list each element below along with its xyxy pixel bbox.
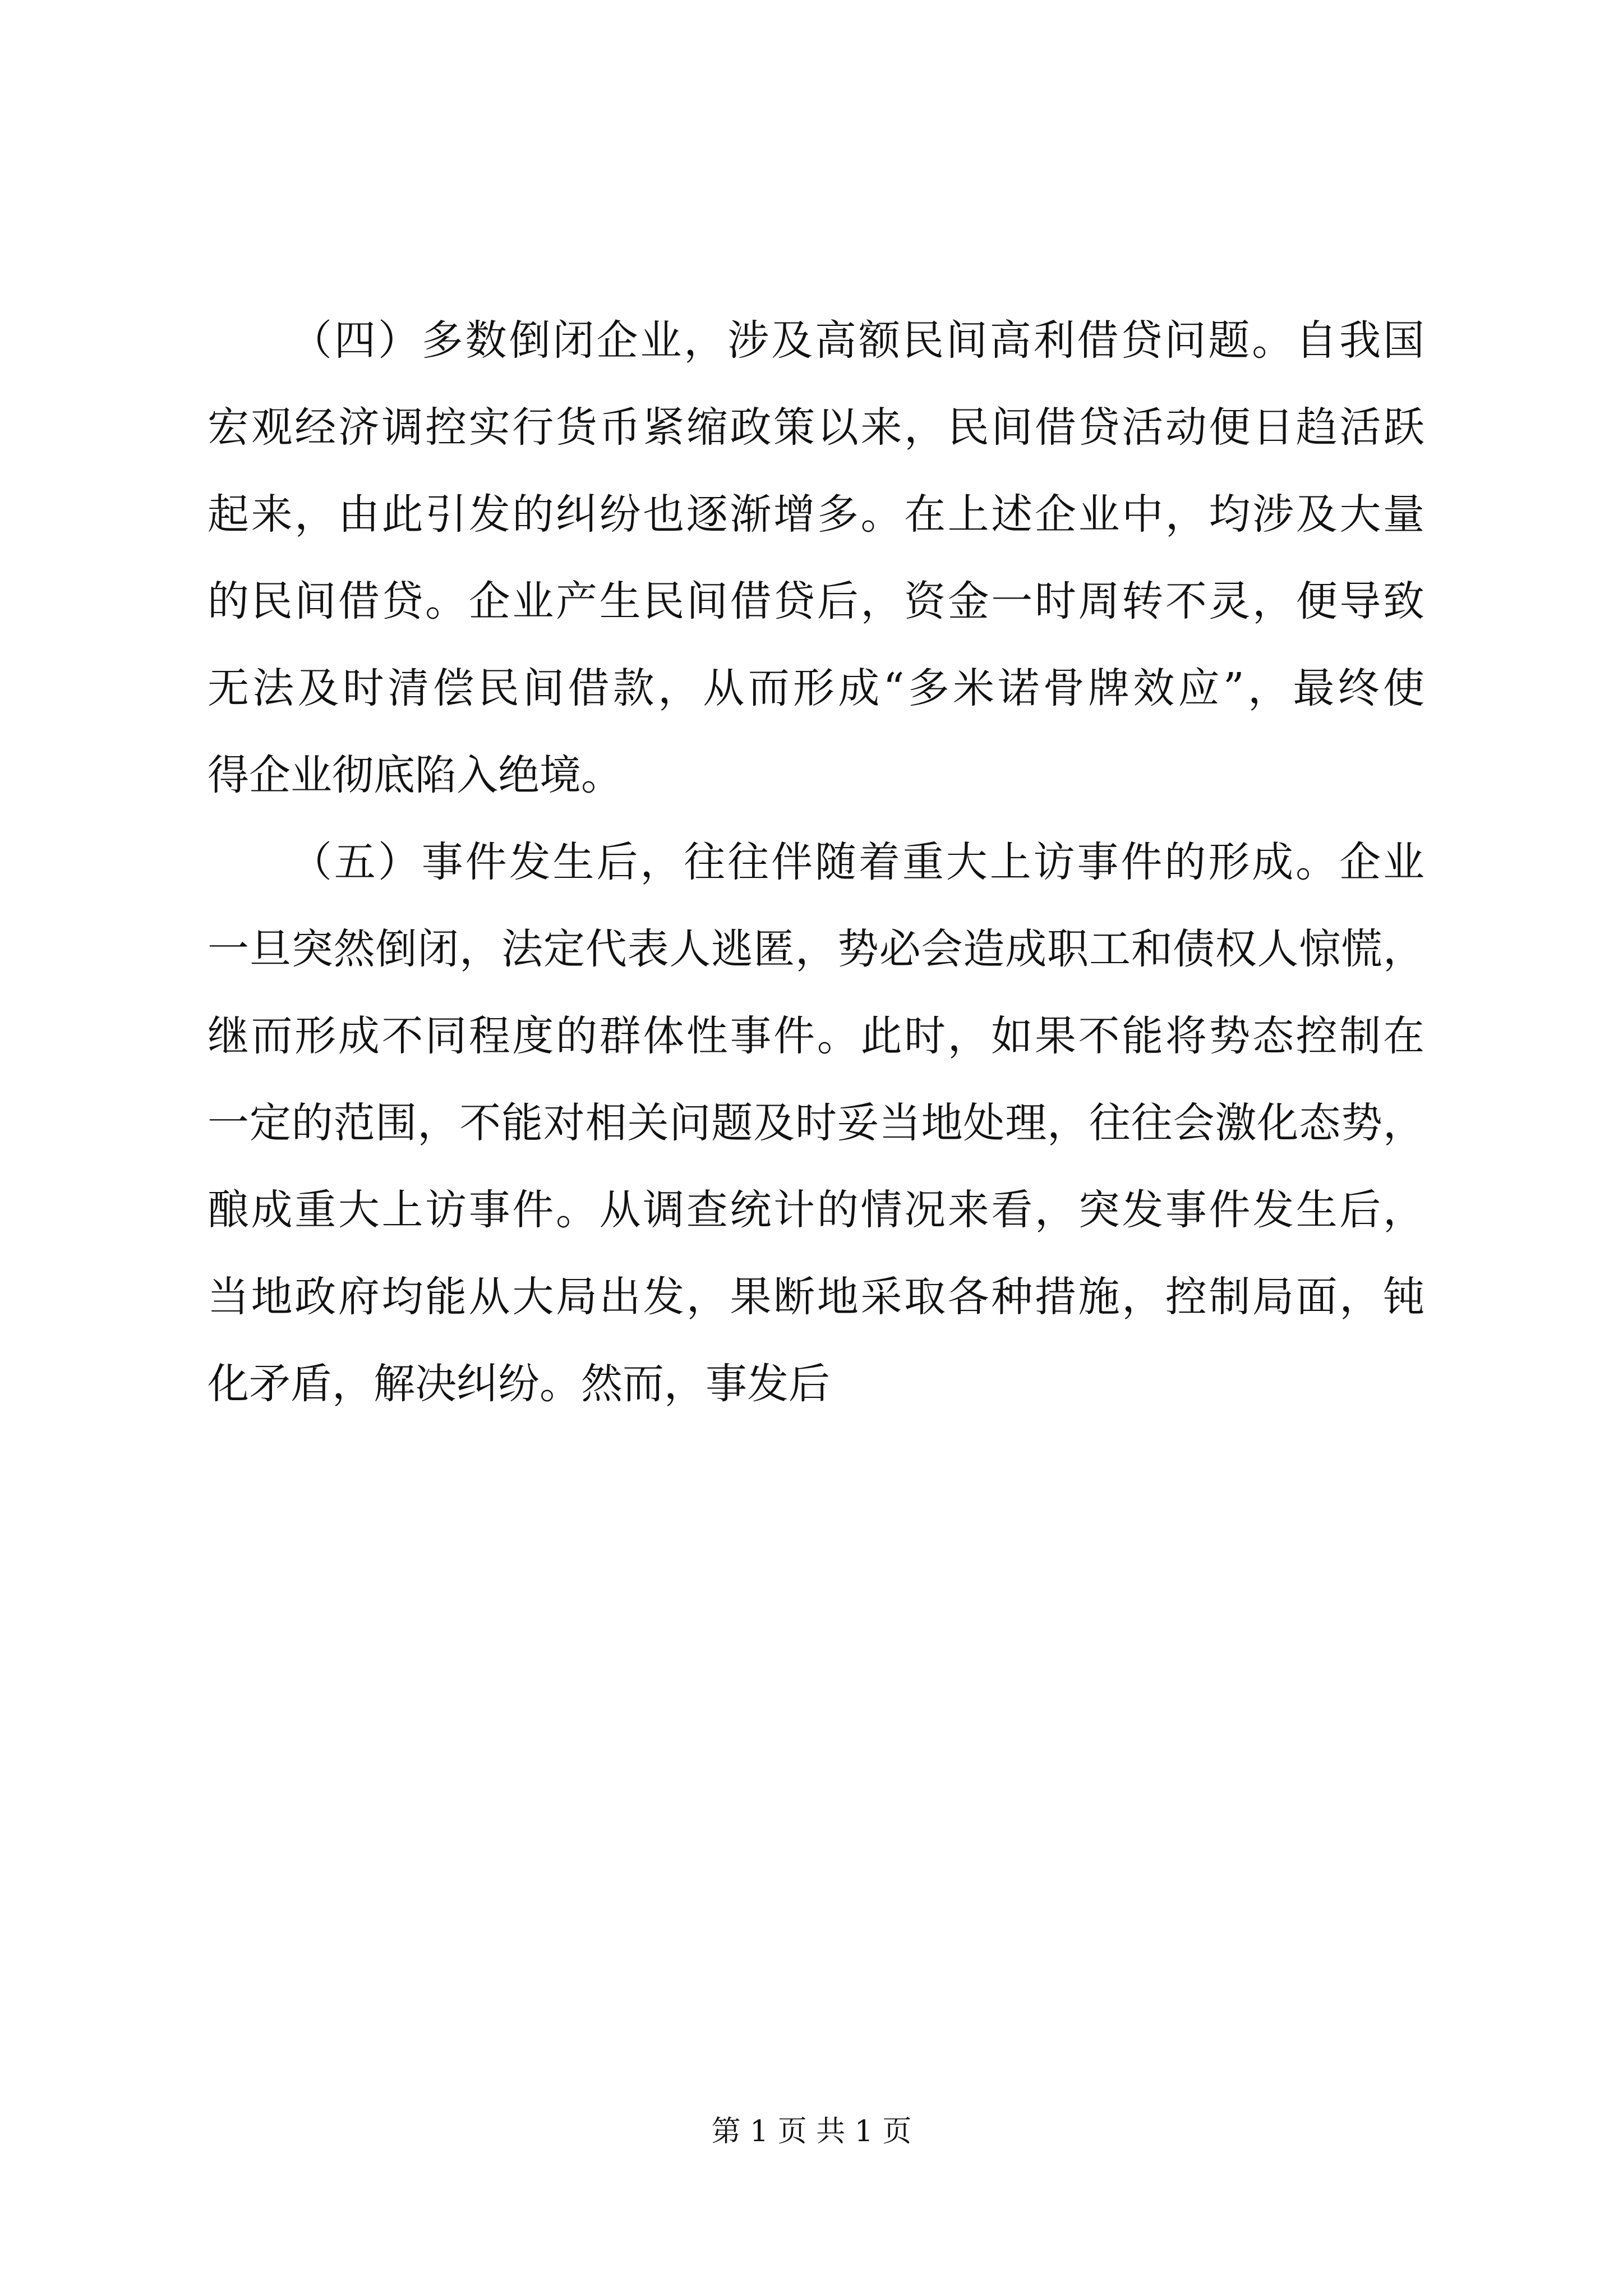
text-line: 一定的范围，不能对相关问题及时妥当地处理，往往会激化态势，	[208, 1099, 1424, 1147]
text-line: 化矛盾，解决纠纷。然而，事发后	[208, 1360, 830, 1408]
text-line: 酿成重大上访事件。从调查统计的情况来看，突发事件发生后，	[208, 1186, 1424, 1234]
text-line: 得企业彻底陷入绝境。	[208, 751, 623, 799]
text-line: 一旦突然倒闭，法定代表人逃匿，势必会造成职工和债权人惊慌，	[208, 925, 1424, 973]
text-line: 起来，由此引发的纠纷也逐渐增多。在上述企业中，均涉及大量	[208, 490, 1424, 539]
text-line: 宏观经济调控实行货币紧缩政策以来，民间借贷活动便日趋活跃	[208, 403, 1424, 452]
text-line: （四）多数倒闭企业，涉及高额民间高利借贷问题。自我国	[291, 316, 1424, 365]
text-line: 当地政府均能从大局出发，果断地采取各种措施，控制局面，钝	[208, 1273, 1424, 1321]
text-line: 无法及时清偿民间借款，从而形成“多米诺骨牌效应”，最终使	[208, 664, 1424, 712]
body-text	[208, 297, 1424, 1428]
text-line: 继而形成不同程度的群体性事件。此时，如果不能将势态控制在	[208, 1012, 1424, 1060]
paragraph-4	[208, 297, 1424, 819]
paragraph-5	[208, 819, 1424, 1428]
text-line: 的民间借贷。企业产生民间借贷后，资金一时周转不灵，便导致	[208, 577, 1424, 625]
text-line: （五）事件发生后，往往伴随着重大上访事件的形成。企业	[291, 838, 1424, 886]
page-number-footer: 第 1 页 共 1 页	[711, 2115, 912, 2148]
